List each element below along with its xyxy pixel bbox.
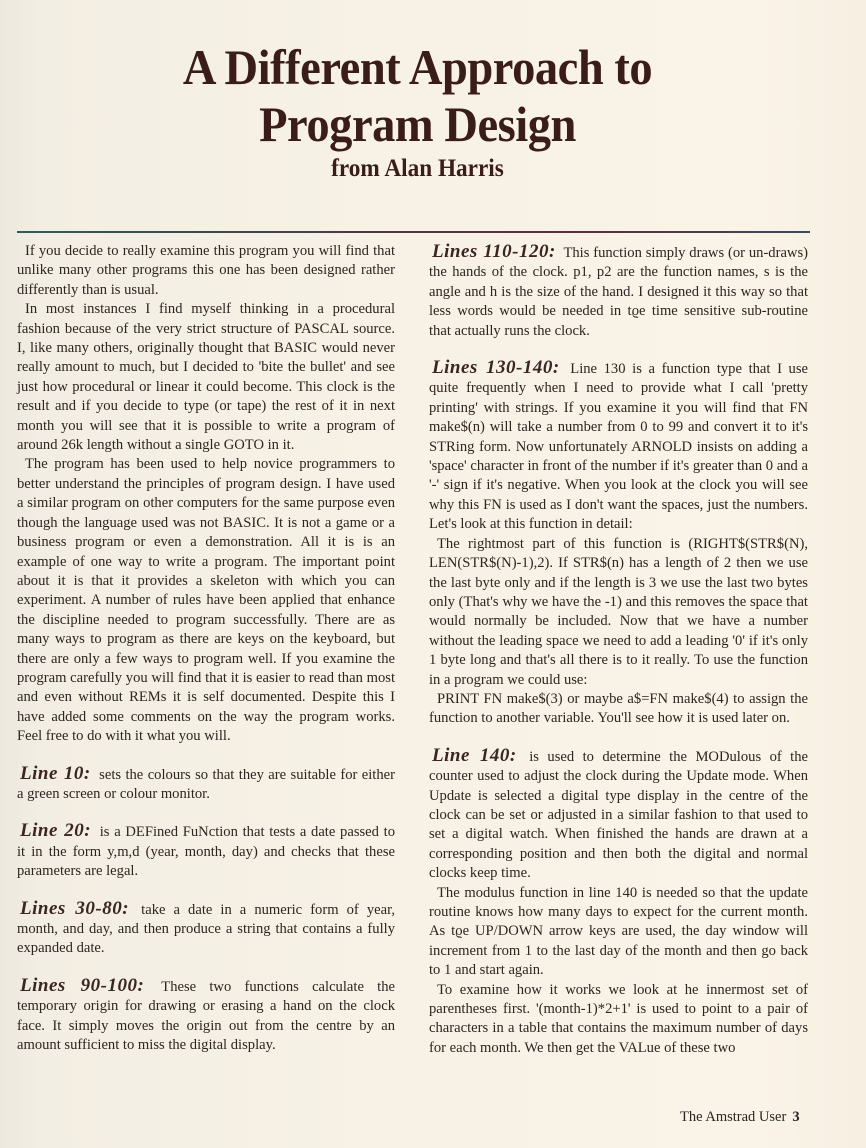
section-heading: Line 140: <box>432 744 517 766</box>
section-heading: Lines 90-100: <box>20 974 145 996</box>
section-text: Line 130 is a function type that I use quite frequently when I need to provide what I call 'pretty printing' with strings. If you examine it you will find that FN make$(n) will take a number from 0 to 99 and convert it to it's STRing form. Now unfortunately ARNOLD insists on adding a 'space' character in front of the number if it's greater than 0 and a '-' sign if it's negative. When you look at the clock you will see why this FN is used as I don't want the spaces, just the numbers. Let's look at this function in detail: <box>429 361 808 533</box>
intro-paragraph: The program has been used to help novice programmers to better understand the principles of program design. I have used a similar program on other computers for the same purpose even though the language used was not BASIC. It is not a game or a business program or even a demonstration. All it is is an example of one way to write a program. The important point about it is that it provides a skeleton with which you can experiment. A number of rules have been applied that enhance the discipline needed to program successfully. There are as many ways to program as there are keys on the keyboard, but there are only a few ways to program well. If you examine the program carefully you will find that it is easier to read than most and even without REMs it is self documented. Despite this I have added some comments on the way the program works. Feel free to do with it what you will. <box>17 456 395 745</box>
page-number: 3 <box>792 1109 800 1125</box>
section-lines-30-80 <box>17 899 395 959</box>
section-line-10 <box>17 764 395 805</box>
section-heading: Lines 30-80: <box>20 897 130 919</box>
intro-section <box>17 242 395 747</box>
section-text: sets the colours so that they are suitable for either a green screen or colour monitor. <box>17 766 395 802</box>
section-text: These two functions calculate the temporary origin for drawing or erasing a hand on the clock face. It simply moves the origin out from the centre by an amount sufficient to miss the digital display. <box>17 978 395 1054</box>
section-heading: Lines 130-140: <box>432 357 560 379</box>
article-byline: from Alan Harris <box>331 155 504 182</box>
section-lines-110-120 <box>429 242 808 341</box>
section-text: This function simply draws (or un-draws) the hands of the clock. p1, p2 are the function names, s is the angle and h is the size of the hand. I designed it this way so that less words would be needed in tϱe time sensitive sub-routine that actually runs the clock. <box>429 245 809 339</box>
section-lines-90-100 <box>17 976 395 1056</box>
intro-paragraph: In most instances I find myself thinking in a procedural fashion because of the very strict structure of PASCAL source. I, like many others, originally thought that BASIC would never really amount to much, but I decided to 'bite the bullet' and see just how procedural or linear it could become. This clock is the result and if you decide to type (or tape) the rest of it in next month you will see that it is possible to write a program of around 26k length without a single GOTO in it. <box>17 301 395 454</box>
section-lines-130-140 <box>429 358 808 729</box>
section-paragraph: The modulus function in line 140 is needed so that the update routine knows how many days to expect for the current month. As tϱe UP/DOWN arrow keys are used, the day window will increment from 1 to the last day of the month and then go back to 1 and start again. <box>429 884 808 979</box>
section-heading: Line 10: <box>20 762 91 784</box>
section-text: is a DEFined FuNction that tests a date passed to it in the form y,m,d (year, month, day) and checks that these parameters are legal. <box>17 824 396 880</box>
section-heading: Lines 110-120: <box>432 241 556 262</box>
section-text: take a date in a numeric form of year, month, and day, and then produce a string that contains a fully expanded date. <box>17 901 396 957</box>
section-line-140 <box>429 746 808 1059</box>
publication-name: The Amstrad User <box>680 1109 787 1125</box>
header-divider <box>17 231 810 233</box>
left-column <box>17 242 395 1072</box>
section-line-20 <box>17 821 395 881</box>
section-heading: Line 20: <box>20 820 92 842</box>
section-paragraph: To examine how it works we look at he innermost set of parentheses first. '(month-1)*2+1' is used to point to a pair of characters in a table that contains the maximum number of days for each month. We then get the VALue of these two <box>429 981 808 1056</box>
section-paragraph: The rightmost part of this function is (RIGHT$(STR$(N), LEN(STR$(N)-1),2). If STR$(n) has a length of 2 then we use the last byte only and if the length is 3 we use the last two bytes only (That's why we have the -1) and this removes the space that would normally be included. Now that we have a number without the leading space we need to add a leading '0' if it's only 1 byte long and that's all there is to it really. To use the function in a program we could use: <box>429 535 808 688</box>
section-paragraph: PRINT FN make$(3) or maybe a$=FN make$(4) to assign the function to another variable. You'll see how it is used later on. <box>429 690 808 727</box>
article-title-line-1: A Different Approach to <box>182 39 653 95</box>
page-footer <box>680 1109 800 1126</box>
intro-paragraph: If you decide to really examine this program you will find that unlike many other programs this one has been designed rather differently than is usual. <box>17 243 395 298</box>
article-header <box>0 0 866 232</box>
section-text: is used to determine the MODulous of the counter used to adjust the clock during the Update mode. When Update is selected a digital type display in the centre of the clock can be set or adjusted in a similar fashion to that used to set a digital watch. When finished the hands are drawn at a corresponding position and then both the digital and normal clocks keep time. <box>429 748 808 882</box>
right-column <box>429 242 808 1075</box>
article-title-line-2: Program Design <box>259 96 576 152</box>
